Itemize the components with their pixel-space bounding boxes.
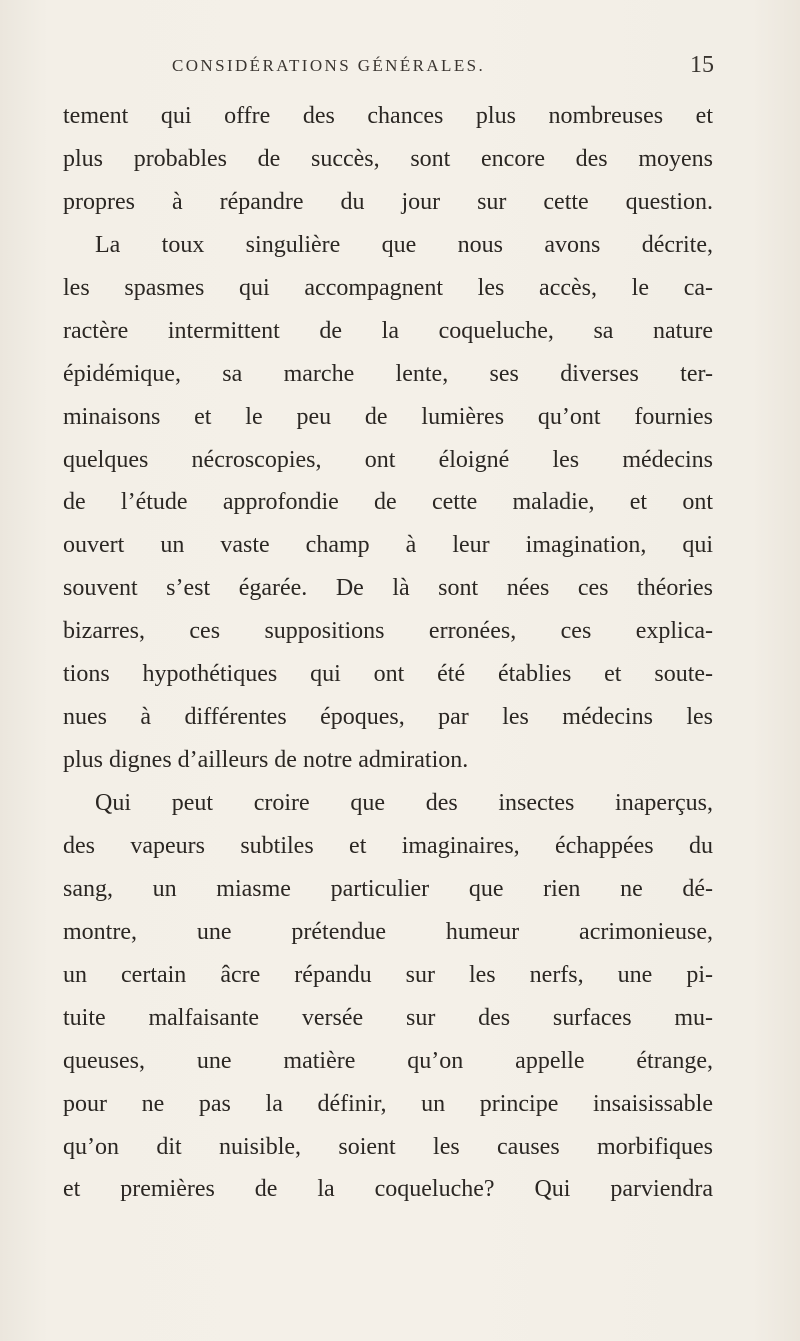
- text-line: minaisons et le peu de lumières qu’ont fournies: [63, 403, 713, 430]
- text-line: de l’étude approfondie de cette maladie, et ont: [63, 489, 713, 516]
- text-line: souvent s’est égarée. De là sont nées ces théories: [63, 575, 713, 602]
- text-line: tions hypothétiques qui ont été établies et soute-: [63, 661, 713, 688]
- text-line: un certain âcre répandu sur les nerfs, une pi-: [63, 961, 713, 988]
- text-line: sang, un miasme particulier que rien ne dé-: [63, 875, 713, 902]
- body-text: [63, 95, 713, 1211]
- text-line: et premières de la coqueluche? Qui parviendra: [63, 1176, 713, 1203]
- running-head-title: CONSIDÉRATIONS GÉNÉRALES.: [172, 56, 486, 75]
- paragraph-end-line: plus dignes d’ailleurs de notre admiration.: [63, 747, 469, 774]
- text-line: queuses, une matière qu’on appelle étrange,: [63, 1047, 713, 1074]
- text-line: des vapeurs subtiles et imaginaires, échappées du: [63, 832, 713, 859]
- text-line: ouvert un vaste champ à leur imagination, qui: [63, 532, 713, 559]
- page-number: 15: [690, 52, 714, 78]
- text-line: bizarres, ces suppositions erronées, ces explica-: [63, 618, 713, 645]
- text-line: ractère intermittent de la coqueluche, sa nature: [63, 317, 713, 344]
- text-line: propres à répandre du jour sur cette question.: [63, 188, 713, 215]
- paragraph-start-line: La toux singulière que nous avons décrite,: [95, 231, 713, 258]
- text-line: les spasmes qui accompagnent les accès, le ca-: [63, 274, 713, 301]
- text-line: plus probables de succès, sont encore des moyens: [63, 145, 713, 172]
- text-line: tuite malfaisante versée sur des surfaces mu-: [63, 1004, 713, 1031]
- text-line: quelques nécroscopies, ont éloigné les médecins: [63, 446, 713, 473]
- text-line: pour ne pas la définir, un principe insaisissable: [63, 1090, 713, 1117]
- text-line: tement qui offre des chances plus nombreuses et: [63, 103, 713, 129]
- text-line: montre, une prétendue humeur acrimonieuse,: [63, 918, 713, 945]
- text-line: qu’on dit nuisible, soient les causes morbifiques: [63, 1133, 713, 1160]
- paragraph-start-line: Qui peut croire que des insectes inaperçus,: [95, 790, 713, 816]
- text-line: épidémique, sa marche lente, ses diverses ter-: [63, 360, 713, 387]
- text-line: nues à différentes époques, par les médecins les: [63, 704, 713, 731]
